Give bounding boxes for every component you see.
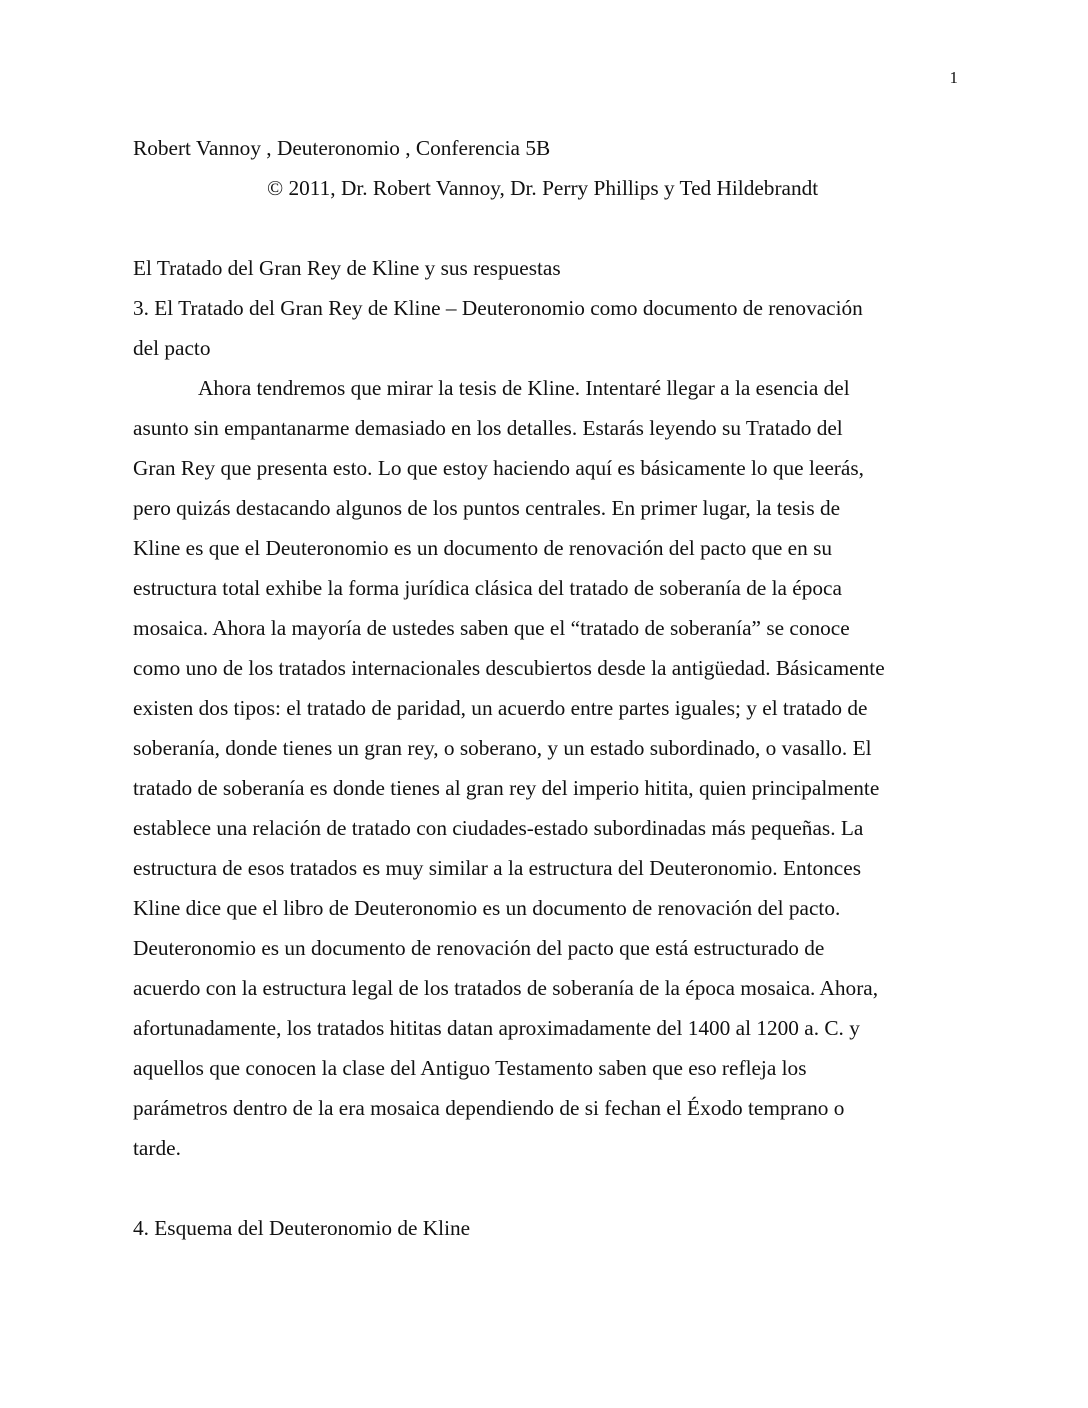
heading-line: del pacto [133,336,211,360]
page-number: 1 [949,68,958,87]
subsection-3-heading [133,288,963,368]
paragraph-line: establece una relación de tratado con ciudades-estado subordinadas más pequeñas. La [133,816,864,840]
paragraph-line: Ahora tendremos que mirar la tesis de Kline. Intentaré llegar a la esencia del [198,376,850,400]
paragraph-line: asunto sin empantanarme demasiado en los detalles. Estarás leyendo su Tratado del [133,416,843,440]
body-paragraph [133,368,963,1168]
paragraph-line: afortunadamente, los tratados hititas datan aproximadamente del 1400 al 1200 a. C. y [133,1016,860,1040]
paragraph-line: acuerdo con la estructura legal de los tratados de soberanía de la época mosaica. Ahora, [133,976,879,1000]
paragraph-line: estructura de esos tratados es muy similar a la estructura del Deuteronomio. Entonces [133,856,862,880]
paragraph-line: Kline es que el Deuteronomio es un documento de renovación del pacto que en su [133,536,833,560]
paragraph-line: Kline dice que el libro de Deuteronomio es un documento de renovación del pacto. [133,896,841,920]
paragraph-line: tratado de soberanía es donde tienes al gran rey del imperio hitita, quien principalmente [133,776,880,800]
paragraph-line: Gran Rey que presenta esto. Lo que estoy haciendo aquí es básicamente lo que leerás, [133,456,864,480]
document-body [133,128,963,1248]
paragraph-line: existen dos tipos: el tratado de paridad, un acuerdo entre partes iguales; y el tratado de [133,696,868,720]
section-title: El Tratado del Gran Rey de Kline y sus respuestas [133,256,561,280]
paragraph-line: parámetros dentro de la era mosaica dependiendo de si fechan el Éxodo temprano o [133,1096,845,1120]
paragraph-line: soberanía, donde tienes un gran rey, o soberano, y un estado subordinado, o vasallo. El [133,736,872,760]
copyright-line: © 2011, Dr. Robert Vannoy, Dr. Perry Phillips y Ted Hildebrandt [267,176,819,200]
paragraph-line: mosaica. Ahora la mayoría de ustedes saben que el “tratado de soberanía” se conoce [133,616,850,640]
paragraph-line: Deuteronomio es un documento de renovación del pacto que está estructurado de [133,936,825,960]
paragraph-line: pero quizás destacando algunos de los puntos centrales. En primer lugar, la tesis de [133,496,841,520]
paragraph-line: aquellos que conocen la clase del Antiguo Testamento saben que eso refleja los [133,1056,807,1080]
paragraph-line: como uno de los tratados internacionales descubiertos desde la antigüedad. Básicamente [133,656,885,680]
paragraph-line: estructura total exhibe la forma jurídica clásica del tratado de soberanía de la época [133,576,842,600]
paragraph-line: tarde. [133,1136,181,1160]
document-title: Robert Vannoy , Deuteronomio , Conferencia 5B [133,136,551,160]
spacer [133,208,963,248]
spacer [133,1168,963,1208]
heading-line: 3. El Tratado del Gran Rey de Kline – Deuteronomio como documento de renovación [133,296,863,320]
subsection-4-heading: 4. Esquema del Deuteronomio de Kline [133,1216,471,1240]
